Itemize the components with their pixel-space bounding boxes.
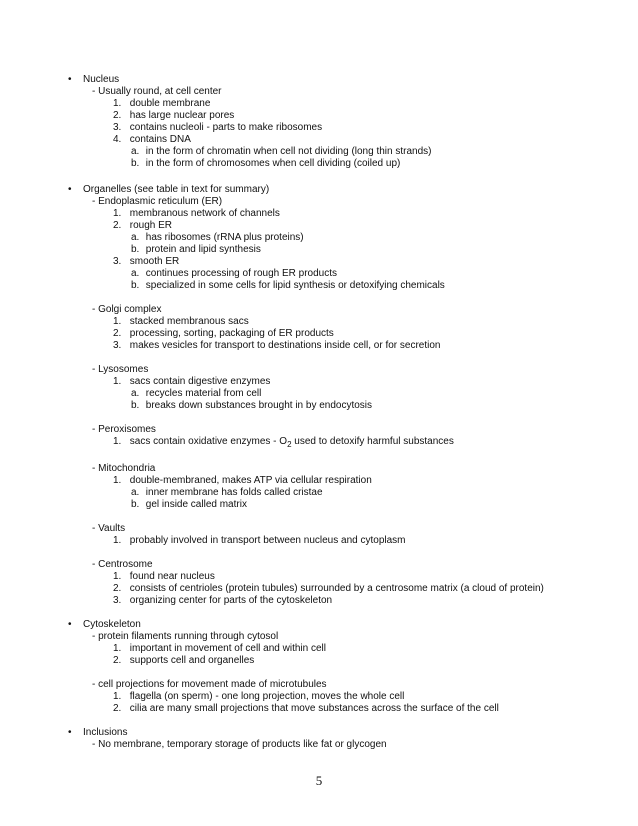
item-text: double-membraned, makes ATP via cellular respiration [129, 475, 372, 486]
item-text: found near nucleus [129, 571, 215, 582]
sub-item [131, 487, 323, 499]
item-number: 1. [113, 475, 122, 486]
item-text: membranous network of channels [129, 208, 280, 219]
sub-item [131, 400, 372, 412]
item-text: contains DNA [129, 134, 191, 145]
sub-item [131, 146, 431, 158]
list-item [113, 220, 172, 232]
sub-item-text: protein and lipid synthesis [145, 244, 261, 255]
vaults-dash-line: - Vaults [92, 523, 126, 534]
item-number: 1. [113, 98, 122, 109]
sub-item [131, 232, 304, 244]
sub-item-text: recycles material from cell [145, 388, 262, 399]
list-item [113, 122, 322, 134]
item-text: organizing center for parts of the cytoskeleton [129, 595, 333, 606]
item-text: processing, sorting, packaging of ER products [129, 328, 334, 339]
item-number: 1. [113, 208, 122, 219]
item-text: rough ER [129, 220, 173, 231]
item-number: 2. [113, 655, 122, 666]
list-item [113, 595, 332, 607]
item-number: 3. [113, 595, 122, 606]
sub-item-text: inner membrane has folds called cristae [145, 487, 323, 498]
list-item [113, 691, 404, 703]
list-item [113, 110, 234, 122]
item-text: stacked membranous sacs [129, 316, 249, 327]
sub-item-text: in the form of chromatin when cell not dividing (long thin strands) [145, 146, 432, 157]
sub-item [131, 280, 445, 292]
sub-item-letter: b. [131, 400, 140, 411]
item-number: 1. [113, 376, 122, 387]
list-item [113, 328, 334, 340]
item-number: 1. [113, 691, 122, 702]
sub-item [131, 388, 261, 400]
item-number: 1. [113, 571, 122, 582]
item-text: sacs contain oxidative enzymes - O [129, 436, 288, 447]
item-text: important in movement of cell and within cell [129, 643, 326, 654]
bullet-icon: • [68, 74, 72, 85]
sub-item-letter: a. [131, 232, 140, 243]
item-text: sacs contain digestive enzymes [129, 376, 271, 387]
sub-item-letter: b. [131, 280, 140, 291]
list-item [113, 571, 215, 583]
item-number: 2. [113, 220, 122, 231]
item-number: 3. [113, 340, 122, 351]
item-text: contains nucleoli - parts to make ribosomes [129, 122, 323, 133]
peroxisomes-dash-line: - Peroxisomes [92, 424, 156, 435]
sub-item [131, 244, 261, 256]
section-heading-organelles: Organelles (see table in text for summary) [83, 184, 270, 195]
sub-item-letter: b. [131, 158, 140, 169]
sub-item [131, 268, 337, 280]
centrosome-dash-line: - Centrosome [92, 559, 153, 570]
er-dash-line: - Endoplasmic reticulum (ER) [92, 196, 223, 207]
item-number: 2. [113, 328, 122, 339]
item-text: has large nuclear pores [129, 110, 235, 121]
inclusions-dash-line: - No membrane, temporary storage of products like fat or glycogen [92, 739, 387, 750]
item-text: double membrane [129, 98, 211, 109]
item-text: consists of centrioles (protein tubules) surrounded by a centrosome matrix (a cloud of protein) [129, 583, 544, 594]
section-heading-cytoskeleton: Cytoskeleton [83, 619, 141, 630]
section-heading-inclusions: Inclusions [83, 727, 128, 738]
sub-item-text: breaks down substances brought in by endocytosis [145, 400, 373, 411]
list-item [113, 655, 254, 667]
golgi-dash-line: - Golgi complex [92, 304, 162, 315]
item-text: cilia are many small projections that move substances across the surface of the cell [129, 703, 499, 714]
sub-item-letter: a. [131, 146, 140, 157]
item-number: 2. [113, 110, 122, 121]
list-item [113, 475, 372, 487]
item-number: 1. [113, 643, 122, 654]
sub-item-letter: b. [131, 244, 140, 255]
page-number: 5 [315, 773, 323, 788]
list-item [113, 256, 179, 268]
lysosomes-dash-line: - Lysosomes [92, 364, 149, 375]
cytoskeleton-dash-line: - cell projections for movement made of microtubules [92, 679, 327, 690]
item-text: probably involved in transport between nucleus and cytoplasm [129, 535, 406, 546]
bullet-icon: • [68, 619, 72, 630]
sub-item-letter: a. [131, 268, 140, 279]
list-item [113, 703, 499, 715]
sub-item [131, 499, 247, 511]
item-number: 2. [113, 703, 122, 714]
list-item [113, 535, 406, 547]
sub-item-text: continues processing of rough ER products [145, 268, 338, 279]
item-text: supports cell and organelles [129, 655, 255, 666]
cytoskeleton-dash-line: - protein filaments running through cytosol [92, 631, 279, 642]
item-number: 2. [113, 583, 122, 594]
list-item [113, 376, 270, 388]
item-text: makes vesicles for transport to destinations inside cell, or for secretion [129, 340, 441, 351]
item-number: 4. [113, 134, 122, 145]
nucleus-dash-line: - Usually round, at cell center [92, 86, 222, 97]
sub-item-letter: a. [131, 487, 140, 498]
sub-item-text: in the form of chromosomes when cell dividing (coiled up) [145, 158, 401, 169]
sub-item-text: specialized in some cells for lipid synthesis or detoxifying chemicals [145, 280, 445, 291]
sub-item-text: has ribosomes (rRNA plus proteins) [145, 232, 304, 243]
item-number: 3. [113, 122, 122, 133]
list-item [113, 583, 544, 595]
list-item [113, 134, 191, 146]
item-text: smooth ER [129, 256, 180, 267]
item-number: 1. [113, 436, 122, 447]
list-item [113, 340, 440, 352]
item-text: used to detoxify harmful substances [291, 436, 454, 447]
item-text: flagella (on sperm) - one long projection, moves the whole cell [129, 691, 405, 702]
item-number: 1. [113, 316, 122, 327]
item-number: 1. [113, 535, 122, 546]
subscript: 2 [287, 440, 292, 449]
list-item [113, 98, 210, 110]
sub-item-letter: b. [131, 499, 140, 510]
list-item [113, 208, 280, 220]
sub-item-text: gel inside called matrix [145, 499, 247, 510]
mitochondria-dash-line: - Mitochondria [92, 463, 156, 474]
item-number: 3. [113, 256, 122, 267]
bullet-icon: • [68, 184, 72, 195]
section-heading-nucleus: Nucleus [83, 74, 120, 85]
sub-item [131, 158, 400, 170]
list-item [113, 316, 249, 328]
bullet-icon: • [68, 727, 72, 738]
list-item [113, 436, 454, 448]
list-item [113, 643, 326, 655]
sub-item-letter: a. [131, 388, 140, 399]
